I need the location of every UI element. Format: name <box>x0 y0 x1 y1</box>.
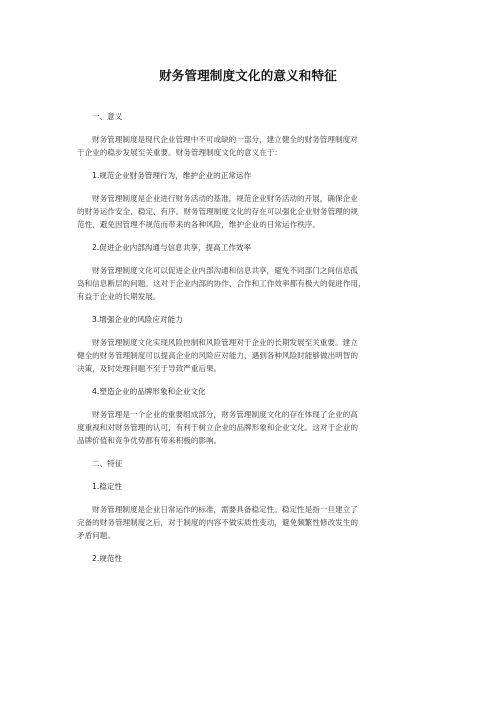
item-heading: 1.规范企业财务管理行为，维护企业的正常运作 <box>92 171 252 180</box>
paragraph-line: 范性，避免因管理不规范而带来的各种风险，维护企业的日常运作秩序。 <box>77 220 320 229</box>
paragraph-line: 财务管理制度文化实现风险控制和风险管理对于企业的长期发展至关重要。建立 <box>92 338 358 347</box>
document-title: 财务管理制度文化的意义和特征 <box>159 68 337 83</box>
section-heading-meaning: 一、意义 <box>92 112 123 121</box>
paragraph-line: 财务管理制度文化可以促进企业内部沟通和信息共享，避免不同部门之间信息孤 <box>92 266 358 275</box>
paragraph-line: 决策，及时处理问题不至于导致严重后果。 <box>77 364 222 373</box>
paragraph-line: 品牌价值和竞争优势都有带来积极的影响。 <box>77 436 222 445</box>
paragraph-line: 财务管理制度是企业进行财务活动的基准，规范企业财务活动的开展，确保企业 <box>92 194 358 203</box>
paragraph-line: 于企业的稳步发展至关重要。财务管理制度文化的意义在于： <box>77 148 283 157</box>
item-heading: 1.稳定性 <box>92 482 123 491</box>
paragraph-line: 的财务运作安全、稳定、有序。财务管理制度文化的存在可以强化企业财务管理的规 <box>77 207 358 216</box>
paragraph-line: 健全的财务管理制度可以提高企业的风险应对能力，遇到各种风险时能够做出明智的 <box>77 351 358 360</box>
paragraph-line: 有益于企业的长期发展。 <box>77 292 161 301</box>
paragraph-line: 财务管理制度是现代企业管理中不可或缺的一部分，建立健全的财务管理制度对 <box>92 135 358 144</box>
item-heading: 2.促进企业内部沟通与信息共享，提高工作效率 <box>92 243 252 252</box>
paragraph-line: 矛盾问题。 <box>77 531 115 540</box>
paragraph-line: 岛和信息断层的问题。这对于企业内部的协作、合作和工作效率都有极大的促进作用， <box>77 279 366 288</box>
item-heading: 2.规范性 <box>92 554 123 563</box>
paragraph-line: 财务管理制度是企业日常运作的标准，需要具备稳定性。稳定性是指一旦建立了 <box>92 505 358 514</box>
item-heading: 3.增强企业的风险应对能力 <box>92 315 183 324</box>
paragraph-line: 完备的财务管理制度之后，对于制度的内容不做实质性变动，避免频繁性修改发生的 <box>77 518 358 527</box>
paragraph-line: 财务管理是一个企业的重要组成部分，财务管理制度文化的存在体现了企业的高 <box>92 410 358 419</box>
paragraph-line: 度重视和对财务管理的认可，有利于树立企业的品牌形象和企业文化。这对于企业的 <box>77 423 358 432</box>
item-heading: 4.塑造企业的品牌形象和企业文化 <box>92 387 206 396</box>
section-heading-features: 二、特征 <box>92 459 123 468</box>
